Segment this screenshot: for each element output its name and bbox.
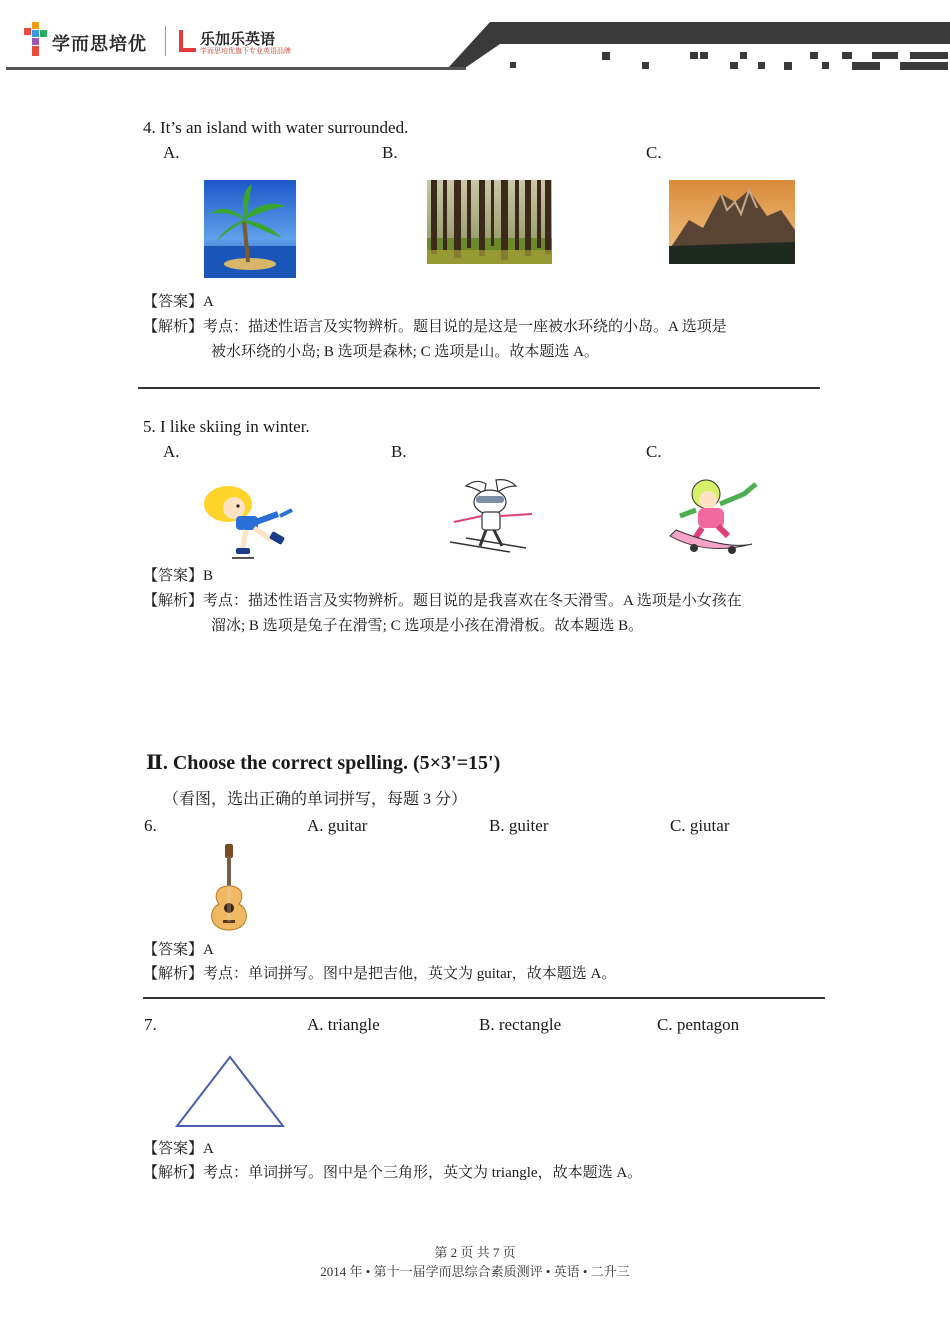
mountain-image [669, 180, 795, 264]
q7-option-b: B. rectangle [479, 1015, 562, 1034]
q4-option-c-label: C. [646, 143, 662, 162]
q5-question: 5. I like skiing in winter. [143, 417, 310, 436]
page-number: 第 2 页 共 7 页 [434, 1245, 516, 1260]
lejiale-brand-title: 乐加乐英语 [200, 30, 276, 48]
q5-analysis-line1: 【解析】考点：描述性语言及实物辨析。题目说的是我喜欢在冬天滑雪。A 选项是小女孩在 [143, 593, 742, 609]
q4-question: 4. It’s an island with water surrounded. [143, 118, 409, 137]
q6-option-c: C. giutar [670, 816, 730, 835]
q7-option-a: A. triangle [307, 1015, 380, 1034]
forest-image [427, 180, 552, 264]
section-2-instruction: （看图，选出正确的单词拼写，每题 3 分） [163, 791, 468, 808]
q5-analysis-line2: 溜冰; B 选项是兔子在滑雪; C 选项是小孩在滑滑板。故本题选 B。 [211, 618, 644, 634]
q4-option-a-label: A. [163, 143, 180, 162]
q4-analysis-line2: 被水环绕的小岛; B 选项是森林; C 选项是山。故本题选 A。 [211, 344, 599, 360]
guitar-image [203, 842, 255, 932]
header-banner-graphic [0, 0, 950, 80]
ice-skating-girl-image [200, 482, 298, 562]
q7-analysis: 【解析】考点：单词拼写。图中是个三角形，英文为 triangle，故本题选 A。 [143, 1165, 643, 1181]
q4-analysis-line1: 【解析】考点：描述性语言及实物辨析。题目说的是这是一座被水环绕的小岛。A 选项是 [143, 319, 727, 335]
q6-answer: 【答案】A [143, 942, 214, 958]
triangle-image [174, 1054, 286, 1130]
q6-option-a: A. guitar [307, 816, 368, 835]
q5-option-c-label: C. [646, 442, 662, 461]
skiing-rabbit-image [446, 476, 536, 556]
divider-line [143, 997, 825, 999]
q5-answer: 【答案】B [143, 568, 214, 584]
q6-option-b: B. guiter [489, 816, 549, 835]
q4-answer: 【答案】A [143, 294, 214, 310]
q5-option-b-label: B. [391, 442, 407, 461]
xueersi-logo-text: 学而思培优 [52, 34, 147, 55]
divider-line [138, 387, 820, 389]
q6-number: 6. [144, 816, 157, 835]
island-palm-image [204, 180, 296, 278]
q7-answer: 【答案】A [143, 1141, 214, 1157]
q7-number: 7. [144, 1015, 157, 1034]
q6-analysis: 【解析】考点：单词拼写。图中是把吉他，英文为 guitar，故本题选 A。 [143, 966, 617, 982]
section-2-title: Ⅱ. Choose the correct spelling. (5×3'=15') [146, 752, 501, 774]
q5-option-a-label: A. [163, 442, 180, 461]
exam-title-footer: 2014 年 • 第十一届学而思综合素质测评 • 英语 • 二升三 [320, 1264, 630, 1279]
skateboarding-kid-image [666, 476, 764, 558]
q7-option-c: C. pentagon [657, 1015, 740, 1034]
q4-option-b-label: B. [382, 143, 398, 162]
lejiale-brand-subtitle: 学而思培优旗下专业英语品牌 [200, 47, 291, 55]
